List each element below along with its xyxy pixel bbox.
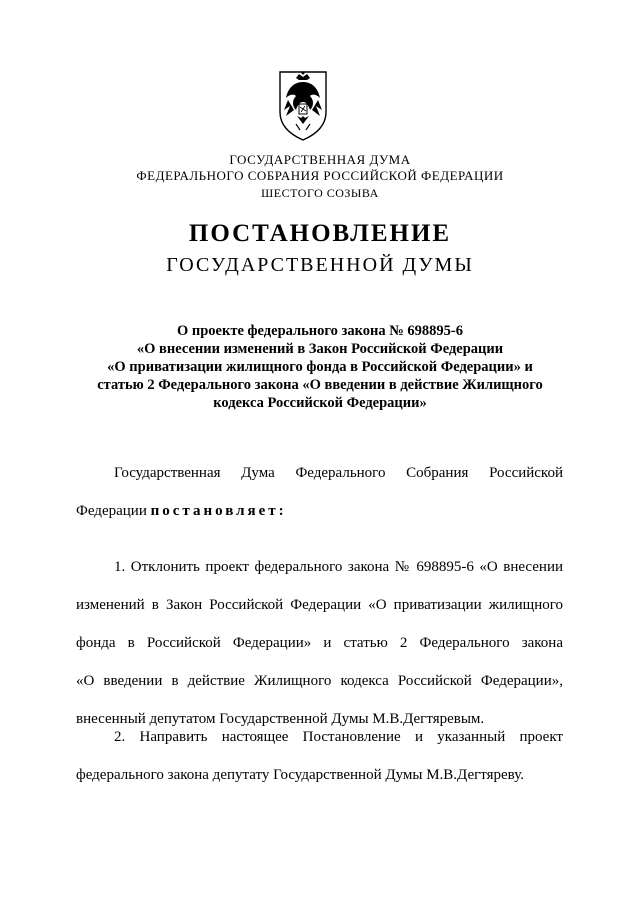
document-subtitle: ГОСУДАРСТВЕННОЙ ДУМЫ <box>166 254 474 276</box>
item-2-paragraph <box>76 718 563 794</box>
resolution-subject <box>60 322 580 412</box>
item-line: фонда в Российской Федерации» и статью 2 Федерального закона <box>76 635 563 651</box>
subject-line: кодекса Российской Федерации» <box>213 395 427 411</box>
item-line: внесенный депутатом Государственной Думы М.В.Дегтяревым. <box>76 711 485 727</box>
header-federal-assembly: ФЕДЕРАЛЬНОГО СОБРАНИЯ РОССИЙСКОЙ ФЕДЕРАЦИИ <box>136 168 504 183</box>
subject-line: О проекте федерального закона № 698895-6 <box>176 323 464 339</box>
intro-paragraph <box>76 454 563 530</box>
subject-line: «О приватизации жилищного фонда в Российской Федерации» и <box>107 359 533 375</box>
document-title: ПОСТАНОВЛЕНИЕ <box>188 220 452 247</box>
header-duma: ГОСУДАРСТВЕННАЯ ДУМА <box>229 152 411 167</box>
item-line: изменений в Закон Российской Федерации «О приватизации жилищного <box>76 597 563 613</box>
item-line: федерального закона депутату Государственной Думы М.В.Дегтяреву. <box>76 767 525 783</box>
russian-coat-of-arms-icon <box>274 64 332 144</box>
intro-line: Государственная Дума Федерального Собрания Российской <box>114 465 563 481</box>
item-1-paragraph <box>76 548 563 738</box>
item-line: «О введении в действие Жилищного кодекса Российской Федерации», <box>76 673 563 689</box>
item-line: 1. Отклонить проект федерального закона № 698895-6 «О внесении <box>114 559 563 575</box>
item-line: 2. Направить настоящее Постановление и указанный проект <box>114 729 563 745</box>
subject-line: статью 2 Федерального закона «О введении в действие Жилищного <box>97 377 543 393</box>
header-convocation: ШЕСТОГО СОЗЫВА <box>261 186 379 200</box>
coat-of-arms-emblem <box>274 64 332 144</box>
subject-line: «О внесении изменений в Закон Российской Федерации <box>136 341 504 357</box>
intro-text: Федерации <box>76 503 151 519</box>
resolves-keyword: постановляет: <box>150 503 287 519</box>
intro-line <box>76 492 563 530</box>
